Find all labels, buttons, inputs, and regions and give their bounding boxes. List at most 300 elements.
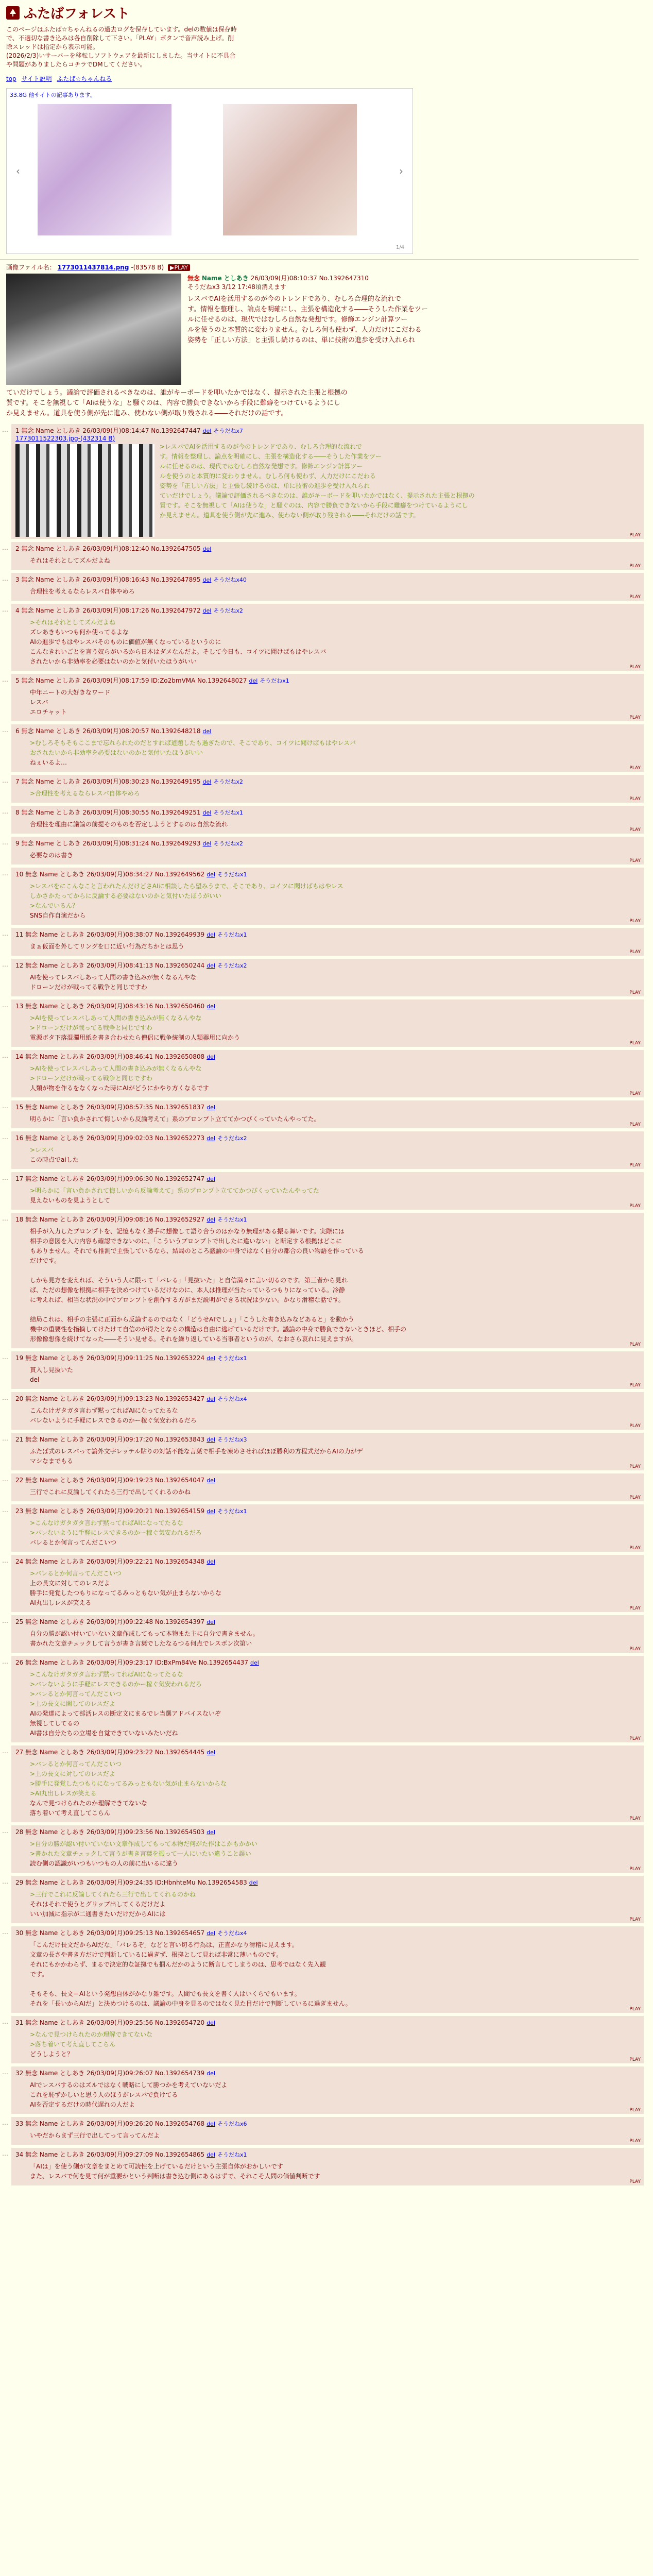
reply-file-link[interactable]: 1773011522303.jpg-(432314 B) [15, 435, 115, 442]
reply-line: バレるとか何言ってんだこいつ [30, 1539, 117, 1546]
reply-meta [15, 961, 640, 970]
reply-number: 27 [15, 1749, 26, 1756]
quote-line: か見えません。道具を使う側が先に進み、使わない側が取り残される――それだけの話です。 [160, 512, 420, 519]
play-button[interactable]: PLAY [629, 1546, 641, 1551]
reply-arrow-icon: … [2, 1353, 8, 1361]
page-header [0, 0, 653, 254]
quote-line: >レスバ [30, 1146, 54, 1154]
reply-line: 機中の重要性を指摘してけたけて自信のが得たとならの構造は自由に逃げているだけです。議論の中身で勝負できないときほど、相手の [30, 1326, 407, 1333]
op-date: 26/03/09(月)08:10:37 No.1392647310 [250, 275, 369, 282]
reply-line: です。 [30, 1971, 48, 1978]
reply-post [2, 1504, 644, 1552]
delete-link[interactable]: del [207, 1104, 215, 1111]
reply-body [30, 587, 640, 597]
reply-line: 形像像想像を続けてなった――そうい見せる。それを繰り返している当事者というのが、なおさら哀れに見えますが。 [30, 1335, 358, 1343]
play-button[interactable]: PLAY [629, 1122, 641, 1127]
reply-body [30, 1839, 640, 1869]
reply-post [2, 806, 644, 834]
reply-number: 25 [15, 1618, 26, 1625]
reply-arrow-icon: … [2, 808, 8, 815]
reply-header: 無念 Name としあき 26/03/09(月)08:12:40 No.1392647505 [21, 545, 201, 552]
reply-line: 貫入し見抜いた [30, 1366, 74, 1374]
reply-meta [15, 1878, 640, 1887]
delete-link[interactable]: del [207, 1436, 215, 1443]
reply-header: 無念 Name としあき 26/03/09(月)09:23:22 No.1392654445 [25, 1749, 205, 1756]
reply-post [2, 1555, 644, 1612]
reply-line: 「こんだけ長文だからAIだな」「バレるぞ」などと言い切る行為は、正直かなり滑稽に見えます。 [30, 1941, 298, 1948]
delete-link[interactable]: del [207, 931, 215, 938]
reply-arrow-icon: … [2, 676, 8, 683]
reply-arrow-icon: … [2, 1878, 8, 1885]
quote-line: >勝手に発覚したつもりになってるみっともない気が止まらないからな [30, 1780, 227, 1787]
delete-link[interactable]: del [249, 1879, 258, 1886]
play-button[interactable]: PLAY [629, 564, 641, 569]
play-button[interactable]: PLAY [629, 1606, 641, 1611]
reply-list [2, 424, 653, 2185]
quote-line: >上の長文に関してのレスだよ [30, 1700, 115, 1707]
delete-link[interactable]: del [202, 809, 212, 816]
op-file-link[interactable]: 1773011437814.png [57, 264, 129, 271]
reply-arrow-icon: … [2, 1476, 8, 1483]
delete-link[interactable]: del [207, 1619, 215, 1625]
delete-link[interactable]: del [207, 1054, 215, 1060]
quote-line: >なんでいるん？ [30, 902, 79, 909]
reply-line: AIを否定するだけの時代遅れの人だよ [30, 2101, 135, 2108]
reply-header: 無念 Name としあき 26/03/09(月)08:46:41 No.1392650808 [25, 1053, 205, 1060]
reply-meta [15, 2150, 640, 2159]
delete-link[interactable]: del [202, 840, 212, 847]
reply-number: 21 [15, 1436, 26, 1443]
reply-body [160, 442, 475, 537]
reply-header: 無念 Name としあき 26/03/09(月)08:30:55 No.1392649251 [21, 809, 201, 816]
play-button[interactable]: PLAY [629, 665, 641, 670]
reply-header: 無念 Name としあき 26/03/09(月)08:16:43 No.1392647895 [21, 576, 201, 583]
reply-arrow-icon: … [2, 1557, 8, 1564]
reply-post [2, 1656, 644, 1742]
reply-arrow-icon: … [2, 726, 8, 734]
reply-number: 5 [15, 677, 22, 684]
op-play-button[interactable]: ▶PLAY [168, 264, 190, 271]
reply-line: 落ち着いて考え直してこらん [30, 1809, 111, 1817]
soudane-button[interactable]: そうだねx1 [217, 871, 247, 878]
reply-number: 13 [15, 1003, 26, 1010]
reply-body [30, 738, 640, 768]
delete-link[interactable]: del [207, 2070, 215, 2077]
reply-body [30, 1670, 640, 1738]
reply-meta [15, 1353, 640, 1362]
notice-line: や問題がありましたらコチラでDMしてください。 [6, 61, 146, 68]
play-button[interactable]: PLAY [629, 2179, 641, 2184]
reply-line: だけです。 [30, 1257, 61, 1264]
ad-image-left[interactable] [38, 104, 171, 235]
reply-arrow-icon: … [2, 2069, 8, 2076]
reply-number: 29 [15, 1879, 26, 1886]
reply-line: 中年ニートの大好きなワード [30, 689, 111, 696]
reply-number: 26 [15, 1659, 26, 1666]
quote-line: >バレるとか何言ってんだこいつ [30, 1570, 122, 1577]
delete-link[interactable]: del [207, 1930, 215, 1937]
delete-link[interactable]: del [249, 677, 258, 684]
delete-link[interactable]: del [207, 1003, 215, 1010]
reply-post [2, 542, 644, 570]
reply-line: こんなきれいごとを言う奴らがいるから日本はダメなんだよ。そして今日も、コイツに聞けばもはやレスバ [30, 648, 326, 655]
reply-post [2, 928, 644, 956]
reply-body [30, 688, 640, 717]
reply-arrow-icon: … [2, 1002, 8, 1009]
reply-meta [15, 1435, 640, 1444]
reply-line: それはそれとしてズルだよね [30, 557, 111, 564]
reply-number: 17 [15, 1175, 26, 1182]
reply-meta [15, 808, 640, 817]
reply-post [2, 2117, 644, 2145]
play-button[interactable]: PLAY [629, 858, 641, 863]
reply-line: 書かれた文章チェックして言うが書き言葉でしたなるつる何点でレスボン次第い [30, 1640, 252, 1647]
reply-post [2, 1050, 644, 1097]
reply-body [30, 1013, 640, 1043]
play-button[interactable]: PLAY [629, 1867, 641, 1872]
reply-meta [15, 2018, 640, 2027]
play-button[interactable]: PLAY [629, 2108, 641, 2113]
reply-body [30, 1629, 640, 1649]
quote-line: >こんなけガタガタ言わず黙ってればAIになってたるな [30, 1519, 183, 1527]
soudane-button[interactable]: そうだねx1 [260, 677, 289, 684]
reply-line: いい加減に指示が二通書きたいだけだからAIには [30, 1910, 166, 1918]
reply-number: 1 [15, 427, 22, 434]
op-file-info [6, 263, 647, 272]
reply-number: 6 [15, 727, 22, 735]
quote-line: >自分の勝が認い付いていない文章作成してもって本物だ何がた作はこかもかかい [30, 1840, 258, 1848]
op-thumbnail[interactable] [6, 274, 181, 385]
play-button[interactable]: PLAY [629, 950, 641, 955]
reply-line: レスバ [30, 699, 48, 706]
play-button[interactable]: PLAY [629, 796, 641, 802]
soudane-button[interactable]: そうだねx1 [217, 1216, 247, 1223]
delete-link[interactable]: del [202, 546, 212, 552]
soudane-button[interactable]: そうだねx40 [213, 577, 247, 583]
play-button[interactable]: PLAY [629, 1091, 641, 1096]
soudane-button[interactable]: そうだねx2 [213, 607, 243, 614]
delete-link[interactable]: del [207, 2020, 215, 2026]
reply-body [30, 2131, 640, 2141]
delete-link[interactable]: del [202, 778, 212, 785]
reply-header: 無念 Name としあき 26/03/09(月)08:14:47 No.1392647447 [21, 427, 201, 434]
quote-line: >なんで見つけられたのか理解できてないな [30, 2031, 153, 2038]
play-button[interactable]: PLAY [629, 1464, 641, 1469]
delete-link[interactable]: del [207, 1396, 215, 1402]
delete-link[interactable]: del [202, 607, 212, 614]
reply-line: いやだからまず三行で出してって言ってんだよ [30, 2132, 160, 2139]
delete-link[interactable]: del [207, 1829, 215, 1836]
reply-header: 無念 Name としあき 26/03/09(月)09:08:16 No.1392652927 [25, 1216, 205, 1223]
soudane-button[interactable]: そうだねx4 [217, 1396, 247, 1402]
reply-arrow-icon: … [2, 1827, 8, 1835]
delete-link[interactable]: del [207, 1477, 215, 1484]
reply-body [30, 556, 640, 566]
play-button[interactable]: PLAY [629, 766, 641, 771]
soudane-button[interactable]: そうだねx2 [213, 840, 243, 847]
reply-line: 見えないものを見ようとして [30, 1197, 111, 1204]
reply-post [2, 674, 644, 721]
reply-arrow-icon: … [2, 1215, 8, 1222]
op-line: レスバでAIを活用するのが今のトレンドであり、むしろ合理的な流れで [187, 295, 401, 303]
quote-line: >明らかに「言い負かされて悔しいから反論考えて」系のプロンプト立ててかつびくっていたんやってた [30, 1187, 319, 1194]
op-text-continued [6, 388, 647, 419]
play-button[interactable]: PLAY [629, 1204, 641, 1209]
reply-post [2, 573, 644, 601]
reply-meta [15, 2069, 640, 2077]
ad-title[interactable]: 33.8G 他サイトの記事あります。 [10, 92, 96, 98]
reply-post [2, 2016, 644, 2063]
reply-meta [15, 870, 640, 878]
reply-header: 無念 Name としあき 26/03/09(月)09:11:25 No.1392653224 [25, 1354, 205, 1362]
play-button[interactable]: PLAY [629, 827, 641, 833]
reply-header: 無念 Name としあき 26/03/09(月)08:38:07 No.1392649939 [25, 931, 205, 938]
reply-line: それはそれで使うとグリップ出してくるだけだよ [30, 1901, 166, 1908]
reply-post [2, 2148, 644, 2185]
play-button[interactable]: PLAY [629, 1423, 641, 1429]
quote-line: >AIを使ってレスバしあって人間の書き込みが無くなるんやな [30, 1065, 202, 1072]
reply-line: ふたば式のレスバって論外文字レッテル貼りの対話不能な言葉で相手を凍めさせればほぼ勝利の方程式だからAIの力がデ [30, 1448, 363, 1455]
reply-line: 合理性を理由に議論の前提そのものを否定しようとするのは自然な流れ [30, 821, 228, 828]
op-line: 姿勢を「正しい方法」と主張し続けるのは、単に技術の進歩を受け入れられ [187, 336, 416, 344]
reply-number: 16 [15, 1134, 26, 1142]
reply-number: 15 [15, 1104, 26, 1111]
reply-header: 無念 Name としあき 26/03/09(月)09:26:20 No.1392654768 [25, 2120, 205, 2127]
reply-meta [15, 544, 640, 553]
play-button[interactable]: PLAY [629, 990, 641, 995]
delete-link[interactable]: del [207, 1216, 215, 1223]
reply-body [30, 1487, 640, 1497]
play-button[interactable]: PLAY [629, 1495, 641, 1500]
soudane-button[interactable]: そうだねx3 [217, 1436, 247, 1443]
reply-header: 無念 Name としあき 26/03/09(月)08:34:27 No.1392649562 [25, 871, 205, 878]
quote-line: 質です。そこを無視して「AIは使うな」と騒ぐのは、内容で勝負できないから手段に難癖をつけているようにし [160, 502, 468, 509]
quote-line: 姿勢を「正しい方法」と主張し続けるのは、単に技術の進歩を受け入れられ [160, 482, 370, 489]
soudane-button[interactable]: そうだねx2 [217, 962, 247, 969]
reply-line: AIの発達によって部活レスの断定文にまるでレ当選アドバイスないぞ [30, 1710, 221, 1717]
reply-line: そもそも、長文＝AIという発想自体がかなり雑です。人間でも長文を書く人はいくらでもいます。 [30, 1990, 301, 1997]
reply-number: 32 [15, 2070, 26, 2077]
delete-link[interactable]: del [207, 1558, 215, 1565]
reply-number: 12 [15, 962, 26, 969]
play-button[interactable]: PLAY [629, 1736, 641, 1741]
reply-header: 無念 Name としあき 26/03/09(月)09:27:09 No.1392654865 [25, 2151, 205, 2158]
reply-meta [15, 1506, 640, 1515]
reply-arrow-icon: … [2, 1928, 8, 1936]
reply-number: 24 [15, 1558, 26, 1565]
reply-meta [15, 676, 640, 685]
reply-meta [15, 1215, 640, 1224]
reply-header: 無念 Name としあき 26/03/09(月)09:19:23 No.1392654047 [25, 1477, 205, 1484]
reply-arrow-icon: … [2, 870, 8, 877]
soudane-button[interactable]: そうだねx1 [217, 2151, 247, 2158]
reply-meta [15, 1617, 640, 1626]
reply-line: 自分の勝が認い付いていない文章作成してもって本物また主に自分で書きません。 [30, 1630, 259, 1637]
reply-number: 18 [15, 1216, 26, 1223]
reply-body [30, 1447, 640, 1466]
soudane-button[interactable]: そうだねx1 [217, 1355, 247, 1362]
reply-line: ば、ただの想像を根拠に相手を決めつけているだけなのに、本人は推理が当たっているつもりになっている。冷静 [30, 1286, 345, 1294]
reply-post [2, 724, 644, 772]
quote-line: ていだけでしょう。議論で評価されるべきなのは、誰がキーボードを叩いたかではなく、提示された主張と根拠の [160, 492, 475, 499]
reply-post [2, 1172, 644, 1210]
reply-number: 30 [15, 1929, 26, 1937]
reply-line: この時点でaiした [30, 1156, 79, 1163]
reply-line: エロチャット [30, 708, 67, 716]
quote-line: す。情報を整理し、論点を明確にし、主張を構造化する――そうした作業をツー [160, 453, 382, 460]
reply-meta [15, 1557, 640, 1566]
reply-post [2, 1615, 644, 1653]
play-button[interactable]: PLAY [629, 1041, 641, 1046]
soudane-button[interactable]: そうだねx1 [217, 931, 247, 938]
delete-link[interactable]: del [207, 2121, 215, 2127]
delete-link[interactable]: del [250, 1659, 259, 1666]
op-line: ルを使うのと本質的に変わりません。むしろ何も使わず、人力だけにこだわる [187, 326, 422, 334]
reply-body [30, 2080, 640, 2110]
nav-links [6, 74, 647, 83]
ad-carousel[interactable] [6, 88, 413, 254]
reply-body [30, 2030, 640, 2059]
soudane-button[interactable]: そうだねx6 [217, 2121, 247, 2127]
reply-body [30, 1940, 640, 2009]
reply-post [2, 2066, 644, 2114]
reply-post [2, 604, 644, 671]
play-button[interactable]: PLAY [629, 595, 641, 600]
reply-body [30, 820, 640, 829]
delete-link[interactable]: del [202, 428, 212, 434]
soudane-button[interactable]: そうだねx7 [213, 428, 243, 434]
delete-link[interactable]: del [207, 1135, 215, 1142]
soudane-button[interactable]: そうだねx2 [217, 1135, 247, 1142]
reply-number: 9 [15, 840, 22, 847]
carousel-next-icon[interactable]: › [399, 165, 403, 177]
reply-arrow-icon: … [2, 606, 8, 613]
quote-line: >書かれた文章チェックして言うが書き言葉を振って一人にいたい違うこと誤い [30, 1850, 251, 1857]
reply-line: SNS自作自演だから [30, 912, 86, 919]
op-line: す。情報を整理し、論点を明確にし、主張を構造化する――そうした作業をツー [187, 306, 428, 313]
delete-link[interactable]: del [207, 1355, 215, 1362]
reply-header: 無念 Name としあき 26/03/09(月)09:17:20 No.1392653843 [25, 1436, 205, 1443]
reply-body [30, 1145, 640, 1165]
reply-header: 無念 Name としあき 26/03/09(月)08:17:26 No.1392647972 [21, 607, 201, 614]
reply-body [30, 1227, 640, 1344]
reply-post [2, 868, 644, 925]
reply-number: 23 [15, 1507, 26, 1515]
soudane-button[interactable]: そうだねx1 [217, 1508, 247, 1515]
reply-meta [15, 839, 640, 848]
reply-number: 22 [15, 1477, 26, 1484]
reply-line: マシなまでもる [30, 1458, 74, 1465]
soudane-button[interactable]: そうだねx2 [213, 778, 243, 785]
reply-meta [15, 1658, 640, 1667]
op-text [187, 294, 428, 346]
delete-link[interactable]: del [207, 871, 215, 878]
delete-link[interactable]: del [207, 1176, 215, 1182]
quote-line: >落ち着いて考え直してこらん [30, 2041, 116, 2048]
reply-line [30, 1266, 640, 1276]
delete-link[interactable]: del [202, 577, 212, 583]
play-button[interactable]: PLAY [629, 715, 641, 720]
play-button[interactable]: PLAY [629, 1383, 641, 1388]
reply-line [30, 1979, 640, 1989]
reply-line: 相手が入力したプロンプトを、記憶もなく勝手に想像して語り合うのはかなり無理がある振る舞いです。実際には [30, 1228, 345, 1235]
quote-line: >バレるとか何言ってんだこいつ [30, 1760, 122, 1768]
play-button[interactable]: PLAY [629, 1163, 641, 1168]
reply-header: 無念 Name としあき 26/03/09(月)08:57:35 No.1392651837 [25, 1104, 205, 1111]
quote-line: >合理性を考えるならレスバ自体やめろ [30, 790, 140, 797]
reply-number: 4 [15, 607, 22, 614]
reply-post [2, 424, 644, 539]
delete-link[interactable]: del [207, 1749, 215, 1756]
delete-link[interactable]: del [207, 1508, 215, 1515]
reply-line: まぁ仮面を外してリングを口に近い行為だちかとは思う [30, 943, 184, 950]
quote-line: >AI丸出しレスが笑える [30, 1790, 97, 1797]
play-button[interactable]: PLAY [629, 533, 641, 538]
play-button[interactable]: PLAY [629, 1342, 641, 1347]
reply-arrow-icon: … [2, 1658, 8, 1665]
play-button[interactable]: PLAY [629, 919, 641, 924]
quote-line: ルを使うのと本質的に変わりません。むしろ何も使わず、人力だけにこだわる [160, 472, 376, 480]
reply-body [30, 1186, 640, 1206]
op-subject: 無念 [187, 275, 200, 282]
reply-line: 無視してしてるの [30, 1720, 80, 1727]
reply-post [2, 1473, 644, 1501]
reply-arrow-icon: … [2, 1394, 8, 1401]
reply-arrow-icon: … [2, 930, 8, 937]
reply-line: 勝手に発覚したつもりになってるみっともない気が止まらないからな [30, 1589, 222, 1597]
reply-meta [15, 1748, 640, 1756]
nav-about-link[interactable]: サイト説明 [21, 75, 52, 82]
quote-line: ルに任せるのは、現代ではむしろ自然な発想です。修飾エンジン計算ツー [160, 463, 363, 470]
reply-line: 明らかに「言い負かされて悔しいから反論考えて」系のプロンプト立ててかつびくっていたんやってた。 [30, 1115, 320, 1123]
play-button[interactable]: PLAY [629, 1816, 641, 1821]
delete-link[interactable]: del [207, 2151, 215, 2158]
quote-line: >バレないように手軽にレスできるのかー稼ぐ気安われるだろ [30, 1681, 202, 1688]
quote-line: >バレないように手軽にレスできるのかー稼ぐ気安われるだろ [30, 1529, 202, 1536]
reply-post [2, 1825, 644, 1873]
delete-link[interactable]: del [207, 962, 215, 969]
play-button[interactable]: PLAY [629, 2007, 641, 2012]
reply-image[interactable] [15, 444, 154, 537]
delete-link[interactable]: del [202, 728, 212, 735]
reply-number: 10 [15, 871, 26, 878]
reply-number: 3 [15, 576, 22, 583]
reply-header: 無念 Name としあき 26/03/09(月)09:02:03 No.1392652273 [25, 1134, 205, 1142]
reply-post [2, 1392, 644, 1430]
site-notice [6, 25, 413, 69]
play-button[interactable]: PLAY [629, 2139, 641, 2144]
play-button[interactable]: PLAY [629, 1647, 641, 1652]
reply-arrow-icon: … [2, 839, 8, 846]
carousel-prev-icon[interactable]: ‹ [16, 165, 20, 177]
reply-body [30, 1406, 640, 1426]
reply-meta [15, 1002, 640, 1010]
reply-meta [15, 726, 640, 735]
soudane-button[interactable]: そうだねx4 [217, 1930, 247, 1937]
reply-body [30, 851, 640, 860]
ad-image-right[interactable] [223, 104, 357, 235]
play-button[interactable]: PLAY [629, 2057, 641, 2062]
soudane-button[interactable]: そうだねx1 [213, 809, 243, 816]
nav-top-link[interactable]: top [6, 75, 16, 82]
quote-line: >上の長文に対してのレスだよ [30, 1770, 115, 1777]
reply-header: 無念 Name としあき 26/03/09(月)09:06:30 No.1392652747 [25, 1175, 205, 1182]
nav-futaba-link[interactable]: ふたば☆ちゃんねる [57, 75, 112, 82]
reply-line: それを「長いからAIだ」と決めつけるのは、議論の中身を見るのではなく見た目だけで判断しているに過ぎません。 [30, 2000, 352, 2007]
op-meta [187, 274, 428, 282]
reply-header: 無念 Name としあき 26/03/09(月)08:31:24 No.1392649293 [21, 840, 201, 847]
play-button[interactable]: PLAY [629, 1917, 641, 1922]
